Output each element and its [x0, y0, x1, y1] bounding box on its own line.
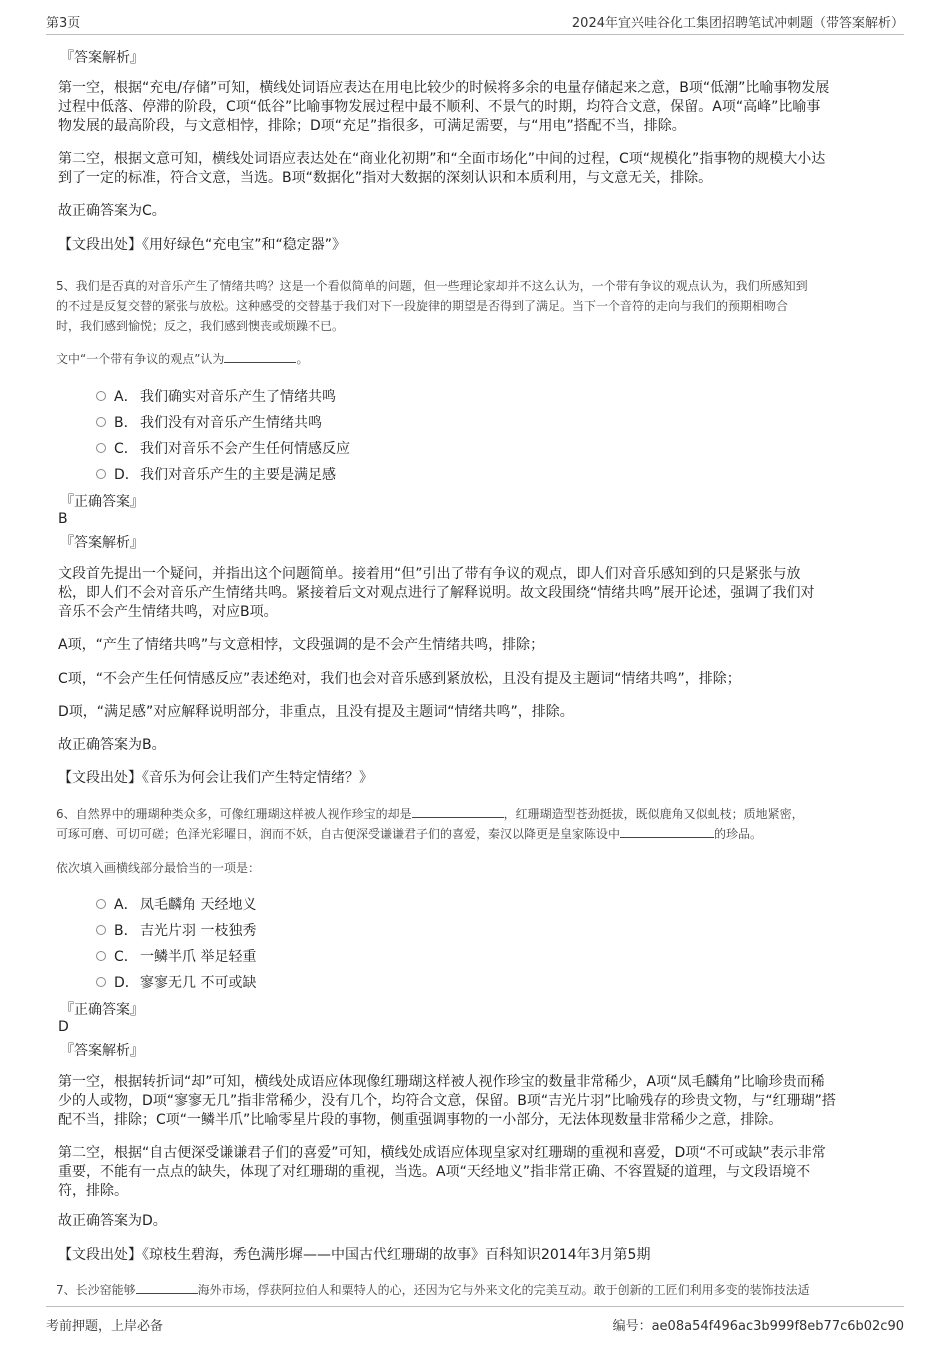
q6-analysis-line: 符，排除。 [58, 1183, 128, 1199]
page-footer [46, 1306, 904, 1337]
q5-analysis-line: 音乐不会产生情绪共鸣，对应B项。 [58, 604, 278, 620]
document-title: 2024年宜兴哇谷化工集团招聘笔试冲刺题（带答案解析） [571, 16, 904, 31]
q6-correct-answer: D [58, 1019, 69, 1035]
option-text: 凤毛麟角 天经地义 [140, 897, 257, 913]
option-key: D． [114, 467, 139, 483]
option-text: 我们确实对音乐产生了情绪共鸣 [140, 389, 336, 405]
radio-icon[interactable] [96, 977, 106, 987]
q5-prompt-text: 文中“一个带有争议的观点”认为 [56, 352, 225, 366]
q6-analysis-line: 第二空，根据“自古便深受谦谦君子们的喜爱”可知，横线处成语应体现皇家对红珊瑚的重视和喜爱，D项“不可或缺”表示非常 [58, 1145, 826, 1161]
footer-slogan: 考前押题，上岸必备 [46, 1319, 164, 1334]
q5-analysis-label: 『答案解析』 [60, 535, 144, 551]
answer-blank [224, 349, 296, 363]
q5-correct-answer: B [58, 511, 68, 527]
radio-icon[interactable] [96, 469, 106, 479]
q5-prompt [56, 349, 308, 369]
option-text: 寥寥无几 不可或缺 [140, 975, 257, 991]
q4-analysis-label: 『答案解析』 [60, 50, 144, 66]
option-text: 吉光片羽 一枝独秀 [140, 923, 257, 939]
q4-conclusion: 故正确答案为C。 [58, 203, 166, 219]
page-header [46, 10, 904, 35]
q5-analysis-a: A项，“产生了情绪共鸣”与文意相悖，文段强调的是不会产生情绪共鸣，排除； [58, 637, 545, 653]
option-key: C． [114, 949, 138, 965]
q5-option-a[interactable] [96, 386, 336, 406]
option-key: D． [114, 975, 139, 991]
radio-icon[interactable] [96, 925, 106, 935]
q6-stem-text: ，红珊瑚造型苍劲挺拔，既似鹿角又似虬枝；质地紧密， [503, 807, 804, 821]
option-key: B． [114, 923, 138, 939]
q6-stem-text: 的珍品。 [714, 827, 763, 841]
option-text: 一鳞半爪 举足轻重 [140, 949, 257, 965]
q5-option-b[interactable] [96, 412, 322, 432]
option-key: A． [114, 389, 138, 405]
q4-analysis-line: 物发展的最高阶段，与文意相悖，排除；D项“充足”指很多，可满足需要，与“用电”搭配不当，排除。 [58, 118, 686, 134]
radio-icon[interactable] [96, 899, 106, 909]
option-key: A． [114, 897, 138, 913]
q5-analysis-line: 松，即人们不会对音乐产生情绪共鸣。紧接着后文对观点进行了解释说明。故文段围绕“情绪共鸣”展开论述，强调了我们对 [58, 585, 815, 601]
q6-stem-line [56, 824, 762, 844]
radio-icon[interactable] [96, 417, 106, 427]
q6-stem-text: 6、自然界中的珊瑚种类众多，可像红珊瑚这样被人视作珍宝的却是 [56, 807, 412, 821]
q5-analysis-d: D项，“满足感”对应解释说明部分，非重点，且没有提及主题词“情绪共鸣”，排除。 [58, 704, 574, 720]
q6-option-d[interactable] [96, 972, 256, 992]
q6-option-b[interactable] [96, 920, 256, 940]
radio-icon[interactable] [96, 443, 106, 453]
radio-icon[interactable] [96, 391, 106, 401]
option-text: 我们对音乐产生的主要是满足感 [140, 467, 336, 483]
q6-option-c[interactable] [96, 946, 256, 966]
answer-blank [412, 804, 504, 818]
q6-analysis-line: 重要，不能有一点点的缺失，体现了对红珊瑚的重视，当选。A项“天经地义”指非常正确、不容置疑的道理，与文段语境不 [58, 1164, 811, 1180]
q6-analysis-line: 配不当，排除；C项“一鳞半爪”比喻零星片段的事物，侧重强调事物的一小部分，无法体现数量非常稀少之意，排除。 [58, 1112, 783, 1128]
answer-blank [620, 824, 714, 838]
code-value: ae08a54f496ac3b999f8eb77c6b02c90 [651, 1319, 904, 1334]
answer-blank [136, 1280, 198, 1294]
option-key: B． [114, 415, 138, 431]
option-text: 我们没有对音乐产生情绪共鸣 [140, 415, 322, 431]
q4-analysis-line: 第一空，根据“充电/存储”可知，横线处词语应表达在用电比较少的时候将多余的电量存储起来之意，B项“低潮”比喻事物发展 [58, 80, 830, 96]
q6-option-a[interactable] [96, 894, 256, 914]
code-label: 编号： [612, 1319, 652, 1334]
radio-icon[interactable] [96, 951, 106, 961]
option-key: C． [114, 441, 138, 457]
q5-stem-line: 时，我们感到愉悦；反之，我们感到懊丧或烦躁不已。 [56, 319, 345, 333]
q6-source: 【文段出处】《琼枝生碧海，秀色满彤墀——中国古代红珊瑚的故事》百科知识2014年3月第5期 [58, 1247, 651, 1263]
q6-conclusion: 故正确答案为D。 [58, 1213, 167, 1229]
q6-analysis-line: 第一空，根据转折词“却”可知，横线处成语应体现像红珊瑚这样被人视作珍宝的数量非常稀少，A项“凤毛麟角”比喻珍贵而稀 [58, 1074, 825, 1090]
option-text: 我们对音乐不会产生任何情感反应 [140, 441, 350, 457]
q6-stem-line [56, 804, 804, 824]
q6-stem-text: 可琢可磨、可切可磋；色泽光彩曜日，润而不妖，自古便深受谦谦君子们的喜爱，秦汉以降更是皇家陈设中 [56, 827, 621, 841]
q7-stem-text: 海外市场，俘获阿拉伯人和粟特人的心，还因为它与外来文化的完美互动。敢于创新的工匠们利用多变的装饰技法适 [197, 1283, 810, 1297]
q4-analysis-line: 到了一定的标准，符合文意，当选。B项“数据化”指对大数据的深刻认识和本质利用，与文意无关，排除。 [58, 170, 713, 186]
q5-conclusion: 故正确答案为B。 [58, 737, 166, 753]
q5-analysis-line: 文段首先提出一个疑问，并指出这个问题简单。接着用“但”引出了带有争议的观点，即人们对音乐感知到的只是紧张与放 [58, 566, 801, 582]
q6-prompt: 依次填入画横线部分最恰当的一项是： [56, 861, 261, 875]
q5-stem-line: 的不过是反复交替的紧张与放松。这种感受的交替基于我们对下一段旋律的期望是否得到了满足。当下一个音符的走向与我们的预期相吻合 [56, 299, 789, 313]
q7-stem-text: 7、长沙窑能够 [56, 1283, 136, 1297]
q5-prompt-end: 。 [296, 352, 309, 366]
page-number: 第3页 [46, 16, 81, 31]
q5-option-c[interactable] [96, 438, 350, 458]
document-code [613, 1315, 904, 1334]
q4-analysis-line: 第二空，根据文意可知，横线处词语应表达处在“商业化初期”和“全面市场化”中间的过程，C项“规模化”指事物的规模大小达 [58, 151, 826, 167]
q4-analysis-line: 过程中低落、停滞的阶段，C项“低谷”比喻事物发展过程中最不顺利、不景气的时期，均符合文意，保留。A项“高峰”比喻事 [58, 99, 821, 115]
q5-source: 【文段出处】《音乐为何会让我们产生特定情绪？》 [58, 770, 373, 786]
q4-source: 【文段出处】《用好绿色“充电宝”和“稳定器”》 [58, 237, 347, 253]
q5-option-d[interactable] [96, 464, 336, 484]
q7-stem-line [56, 1280, 810, 1300]
q5-stem-line: 5、我们是否真的对音乐产生了情绪共鸣？这是一个看似简单的问题，但一些理论家却并不这么认为，一个带有争议的观点认为，我们所感知到 [56, 279, 808, 293]
q5-correct-label: 『正确答案』 [60, 494, 144, 510]
q6-correct-label: 『正确答案』 [60, 1002, 144, 1018]
q6-analysis-line: 少的人或物，D项“寥寥无几”指非常稀少，没有几个，均符合文意，保留。B项“吉光片羽”比喻残存的珍贵文物，与“红珊瑚”搭 [58, 1093, 836, 1109]
q6-analysis-label: 『答案解析』 [60, 1043, 144, 1059]
q5-analysis-c: C项，“不会产生任何情感反应”表述绝对，我们也会对音乐感到紧放松，且没有提及主题词“情绪共鸣”，排除； [58, 671, 741, 687]
